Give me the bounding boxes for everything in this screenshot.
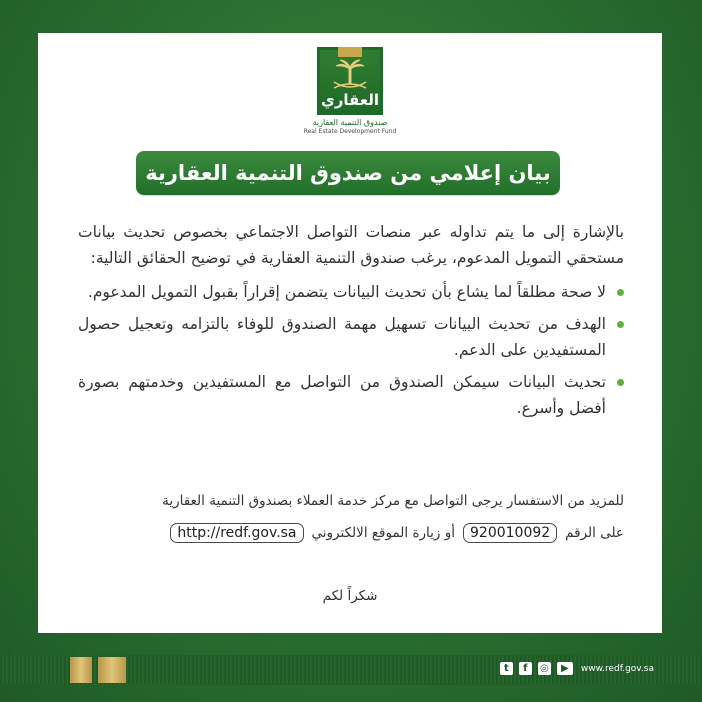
- list-item: [78, 279, 624, 305]
- phone-number-link[interactable]: 920010092: [463, 523, 557, 543]
- contact-section: [78, 493, 624, 543]
- fact-text: تحديث البيانات سيمكن الصندوق من التواصل مع المستفيدين وخدمتهم بصورة أفضل وأسرع.: [78, 373, 606, 417]
- logo-subtitle-ar: صندوق التنمية العقارية: [312, 118, 388, 127]
- footer-bar: [0, 655, 702, 685]
- gold-accent: [70, 657, 92, 683]
- thanks-text: شكراً لكم: [322, 588, 378, 604]
- logo-wordmark: العقاري: [320, 91, 380, 109]
- bullet-icon: [617, 321, 624, 328]
- logo-emblem: [317, 47, 383, 115]
- website-link[interactable]: http://redf.gov.sa: [170, 523, 303, 543]
- fact-text: لا صحة مطلقاً لما يشاع بأن تحديث البيانات يتضمن إقراراً بقبول التمويل المدعوم.: [87, 283, 606, 301]
- statement-body: [78, 219, 624, 427]
- gold-accent: [98, 657, 126, 683]
- logo-gold-band: [338, 47, 362, 57]
- twitter-icon[interactable]: t: [500, 662, 513, 675]
- social-links: [500, 662, 654, 675]
- intro-paragraph: بالإشارة إلى ما يتم تداوله عبر منصات التواصل الاجتماعي بخصوص تحديث بيانات مستحقي التمويل المدعوم، يرغب صندوق التنمية العقارية في توضيح الحقائق التالية:: [78, 223, 624, 267]
- palm-swords-icon: [328, 58, 372, 92]
- contact-details: [78, 523, 624, 543]
- statement-card: [38, 33, 662, 633]
- instagram-icon[interactable]: ◎: [538, 662, 551, 675]
- youtube-icon[interactable]: ▶: [557, 662, 573, 675]
- list-item: [78, 369, 624, 421]
- website-prefix: أو زيارة الموقع الالكتروني: [311, 525, 455, 541]
- contact-text: للمزيد من الاستفسار يرجى التواصل مع مركز خدمة العملاء بصندوق التنمية العقارية: [162, 493, 624, 509]
- bullet-icon: [617, 379, 624, 386]
- statement-title: بيان إعلامي من صندوق التنمية العقارية: [136, 151, 560, 195]
- fact-text: الهدف من تحديث البيانات تسهيل مهمة الصندوق للوفاء بالتزامه وتعجيل حصول المستفيدين على الدعم.: [78, 315, 606, 359]
- bullet-icon: [617, 289, 624, 296]
- phone-prefix: على الرقم: [565, 525, 624, 541]
- footer-website[interactable]: www.redf.gov.sa: [580, 663, 654, 674]
- facts-list: [78, 279, 624, 421]
- logo-subtitle-en: Real Estate Development Fund: [303, 128, 397, 135]
- redf-logo: [290, 47, 410, 147]
- list-item: [78, 311, 624, 363]
- facebook-icon[interactable]: f: [519, 662, 532, 675]
